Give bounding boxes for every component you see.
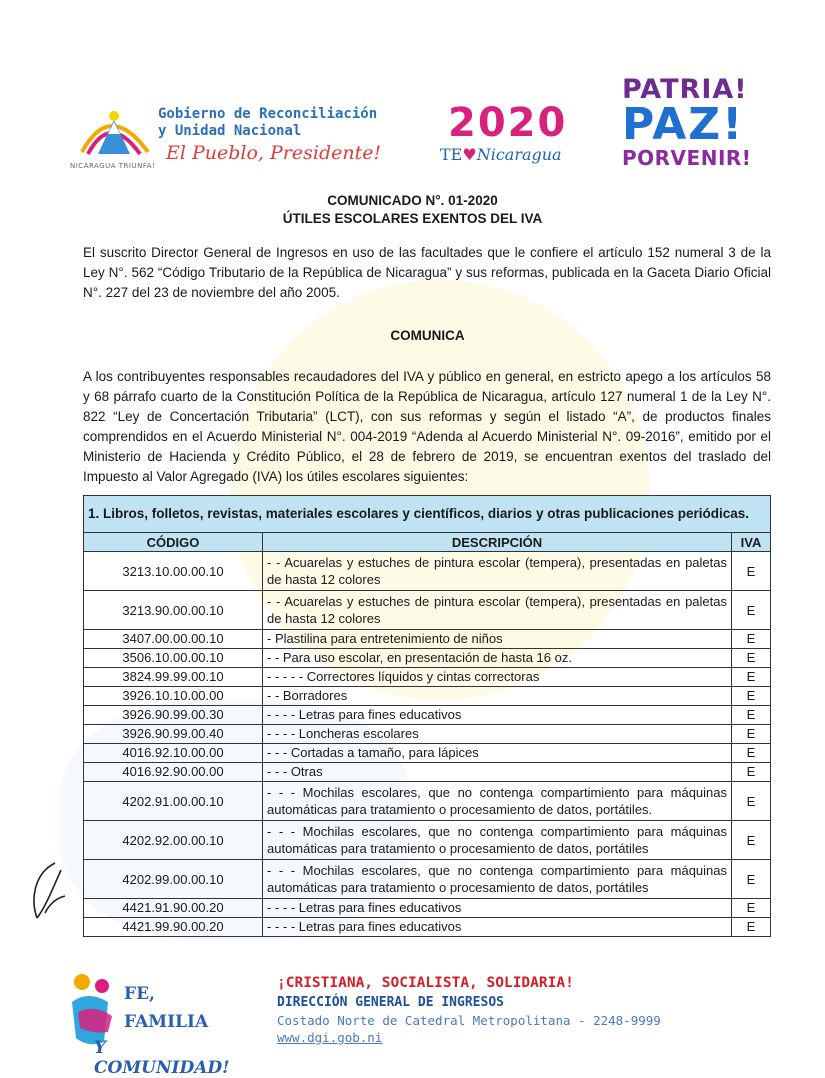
row-description: - - Borradores (263, 687, 732, 706)
row-description: - - Acuarelas y estuches de pintura escolar (tempera), presentadas en paletas de hasta 12 colores (263, 591, 732, 630)
row-description: - - - Otras (263, 763, 732, 782)
row-iva: E (732, 918, 771, 937)
document-subtitle: ÚTILES ESCOLARES EXENTOS DEL IVA (282, 211, 543, 226)
patria-paz-porvenir-logo (620, 74, 780, 174)
te-amo-nicaragua (440, 145, 562, 164)
porvenir-text: PORVENIR! (622, 146, 752, 170)
table-row (84, 782, 771, 821)
table-column-headers (84, 533, 771, 552)
row-code: 3926.10.10.00.00 (84, 687, 263, 706)
row-iva: E (732, 552, 771, 591)
row-description: - - - Mochilas escolares, que no contenga compartimiento para máquinas automáticas para tratamiento o procesamiento de datos, portátiles. (263, 782, 732, 821)
table-row (84, 591, 771, 630)
document-title: COMUNICADO N°. 01-2020 (327, 193, 498, 208)
row-iva: E (732, 821, 771, 860)
row-code: 3213.10.00.00.10 (84, 552, 263, 591)
row-description: - - Para uso escolar, en presentación de hasta 16 oz. (263, 649, 732, 668)
table-row (84, 725, 771, 744)
table-row (84, 649, 771, 668)
table-row (84, 860, 771, 899)
row-iva: E (732, 899, 771, 918)
nicaragua-script: Nicaragua (476, 145, 562, 164)
row-iva: E (732, 860, 771, 899)
row-iva: E (732, 591, 771, 630)
row-code: 3506.10.00.00.10 (84, 649, 263, 668)
row-description: - - - Mochilas escolares, que no contenga compartimiento para máquinas automáticas para tratamiento o procesamiento de datos, portátiles (263, 860, 732, 899)
row-code: 3407.00.00.00.10 (84, 630, 263, 649)
footer-slogan: ¡CRISTIANA, SOCIALISTA, SOLIDARIA! (277, 975, 574, 991)
row-code: 3926.90.99.00.30 (84, 706, 263, 725)
row-description: - - - Mochilas escolares, que no contenga compartimiento para máquinas automáticas para tratamiento o procesamiento de datos, portátiles (263, 821, 732, 860)
row-code: 3926.90.99.00.40 (84, 725, 263, 744)
row-code: 4202.92.00.00.10 (84, 821, 263, 860)
row-description: - - - - Letras para fines educativos (263, 706, 732, 725)
row-iva: E (732, 782, 771, 821)
table-row (84, 918, 771, 937)
logo-2020 (440, 100, 610, 170)
row-description: - - - - Loncheras escolares (263, 725, 732, 744)
table-row (84, 899, 771, 918)
fe-familia-comunidad-logo (68, 972, 230, 1078)
footer-address: Costado Norte de Catedral Metropolitana - 2248-9999 (277, 1013, 661, 1028)
header-iva: IVA (732, 533, 771, 552)
row-description: - - - - - Correctores líquidos y cintas correctoras (263, 668, 732, 687)
table-row (84, 630, 771, 649)
row-iva: E (732, 725, 771, 744)
year-text: 2020 (448, 100, 568, 146)
row-iva: E (732, 687, 771, 706)
heart-icon: ♥ (462, 145, 477, 164)
row-code: 4202.91.00.00.10 (84, 782, 263, 821)
table-row (84, 668, 771, 687)
government-logo (70, 90, 420, 180)
row-code: 4202.99.00.00.10 (84, 860, 263, 899)
section-title: 1. Libros, folletos, revistas, materiales escolares y científicos, diarios y otras publicaciones periódicas. (84, 496, 771, 533)
table-section-header (84, 496, 771, 533)
row-description: - - - Cortadas a tamaño, para lápices (263, 744, 732, 763)
comunica-heading: COMUNICA (390, 328, 465, 343)
row-description: - - - - Letras para fines educativos (263, 918, 732, 937)
row-code: 4421.99.90.00.20 (84, 918, 263, 937)
row-iva: E (732, 706, 771, 725)
footer-logo-fe: FE, (124, 984, 155, 1004)
footer-logo-familia: FAMILIA (124, 1012, 209, 1032)
table-row (84, 552, 771, 591)
row-iva: E (732, 744, 771, 763)
emblem-arc-text: NICARAGUA TRIUNFA! (70, 162, 156, 170)
row-iva: E (732, 763, 771, 782)
row-code: 4016.92.10.00.00 (84, 744, 263, 763)
footer-logo-comunidad: Y COMUNIDAD! (94, 1038, 230, 1078)
paz-text: PAZ! (622, 99, 745, 150)
table-row (84, 744, 771, 763)
te-text: TE (440, 145, 463, 164)
footer-office: DIRECCIÓN GENERAL DE INGRESOS (277, 995, 504, 1010)
table-row (84, 687, 771, 706)
table-row (84, 763, 771, 782)
exempt-products-table (83, 495, 771, 937)
signature-mark (25, 858, 70, 928)
row-description: - - Acuarelas y estuches de pintura escolar (tempera), presentadas en paletas de hasta 12 colores (263, 552, 732, 591)
header-code: CÓDIGO (84, 533, 263, 552)
gov-name-line2: y Unidad Nacional (158, 123, 302, 139)
table-row (84, 706, 771, 725)
gov-name-line1: Gobierno de Reconciliación (158, 106, 378, 122)
row-description: - - - - Letras para fines educativos (263, 899, 732, 918)
row-code: 4016.92.90.00.00 (84, 763, 263, 782)
gov-slogan: El Pueblo, Presidente! (166, 142, 382, 164)
row-iva: E (732, 649, 771, 668)
intro-paragraph: El suscrito Director General de Ingresos en uso de las facultades que le confiere el artículo 152 numeral 3 de la Ley N°. 562 “Código Tributario de la República de Nicaragua” y sus reformas, publicada en la Gaceta Diario Oficial N°. 227 del 23 de noviembre del año 2005. (83, 245, 771, 300)
row-code: 4421.91.90.00.20 (84, 899, 263, 918)
footer-website-link[interactable]: www.dgi.gob.ni (277, 1030, 383, 1045)
header-description: DESCRIPCIÓN (263, 533, 732, 552)
row-code: 3213.90.00.00.10 (84, 591, 263, 630)
patria-text: PATRIA! (622, 74, 748, 105)
year-2020 (448, 100, 567, 146)
body-paragraph: A los contribuyentes responsables recaudadores del IVA y público en general, en estricto apego a los artículos 58 y 68 párrafo cuarto de la Constitución Política de la República de Nicaragua, artículo 127 numeral 1 de la Ley N°. 822 “Ley de Concertación Tributaria” (LCT), con sus reformas y según el listado “A”, de productos finales comprendidos en el Acuerdo Ministerial N°. 004-2019 “Adenda al Acuerdo Ministerial N°. 09-2016”, emitido por el Ministerio de Hacienda y Crédito Público, el 28 de febrero de 2019, se encuentran exentos del traslado del Impuesto al Valor Agregado (IVA) los útiles escolares siguientes: (83, 369, 771, 484)
row-iva: E (732, 630, 771, 649)
row-iva: E (732, 668, 771, 687)
row-description: - Plastilina para entretenimiento de niños (263, 630, 732, 649)
table-row (84, 821, 771, 860)
row-code: 3824.99.99.00.10 (84, 668, 263, 687)
